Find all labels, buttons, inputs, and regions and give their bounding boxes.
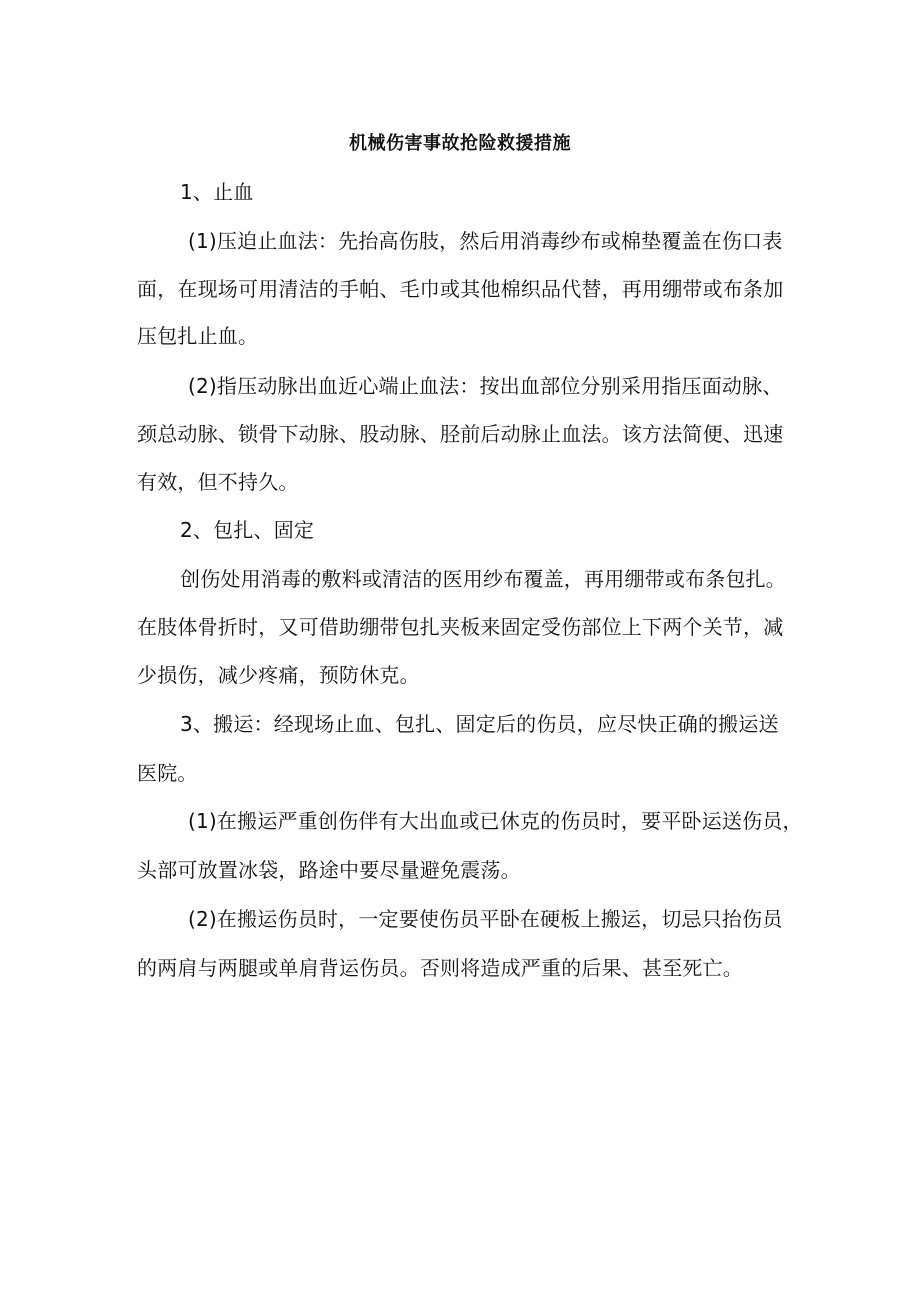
paragraph-line: 少损伤，减少疼痛，预防休克。 [137, 663, 420, 687]
paragraph-line: (1)在搬运严重创伤伴有大出血或已休克的伤员时，要平卧运送伤员， [188, 809, 803, 833]
paragraph-line: 医院。 [137, 761, 198, 785]
paragraph-line: 的两肩与两腿或单肩背运伤员。否则将造成严重的后果、甚至死亡。 [137, 956, 743, 980]
paragraph-line: 面，在现场可用清洁的手帕、毛巾或其他棉织品代替，再用绷带或布条加 [137, 277, 784, 301]
document-title: 机械伤害事故抢险救援措施 [349, 133, 571, 154]
paragraph-line: (2)指压动脉出血近心端止血法：按出血部位分别采用指压面动脉、 [188, 374, 783, 398]
paragraph-line: 在肢体骨折时，又可借助绷带包扎夹板来固定受伤部位上下两个关节，减 [137, 615, 784, 639]
section-heading-transport: 3、搬运：经现场止血、包扎、固定后的伤员，应尽快正确的搬运送 [180, 712, 779, 736]
section-heading-bleeding: 1、止血 [180, 180, 254, 204]
paragraph-line: 压包扎止血。 [137, 324, 259, 348]
paragraph-line: 颈总动脉、锁骨下动脉、股动脉、胫前后动脉止血法。该方法简便、迅速 [137, 422, 784, 446]
paragraph-line: 创伤处用消毒的敷料或清洁的医用纱布覆盖，再用绷带或布条包扎。 [180, 567, 786, 591]
paragraph-line: 头部可放置冰袋，路途中要尽量避免震荡。 [137, 858, 521, 882]
paragraph-line: 有效，但不持久。 [137, 470, 299, 494]
section-heading-bandage: 2、包扎、固定 [180, 518, 315, 542]
paragraph-line: (1)压迫止血法：先抬高伤肢，然后用消毒纱布或棉垫覆盖在伤口表 [188, 229, 783, 253]
paragraph-line: (2)在搬运伤员时，一定要使伤员平卧在硬板上搬运，切忌只抬伤员 [188, 907, 783, 931]
